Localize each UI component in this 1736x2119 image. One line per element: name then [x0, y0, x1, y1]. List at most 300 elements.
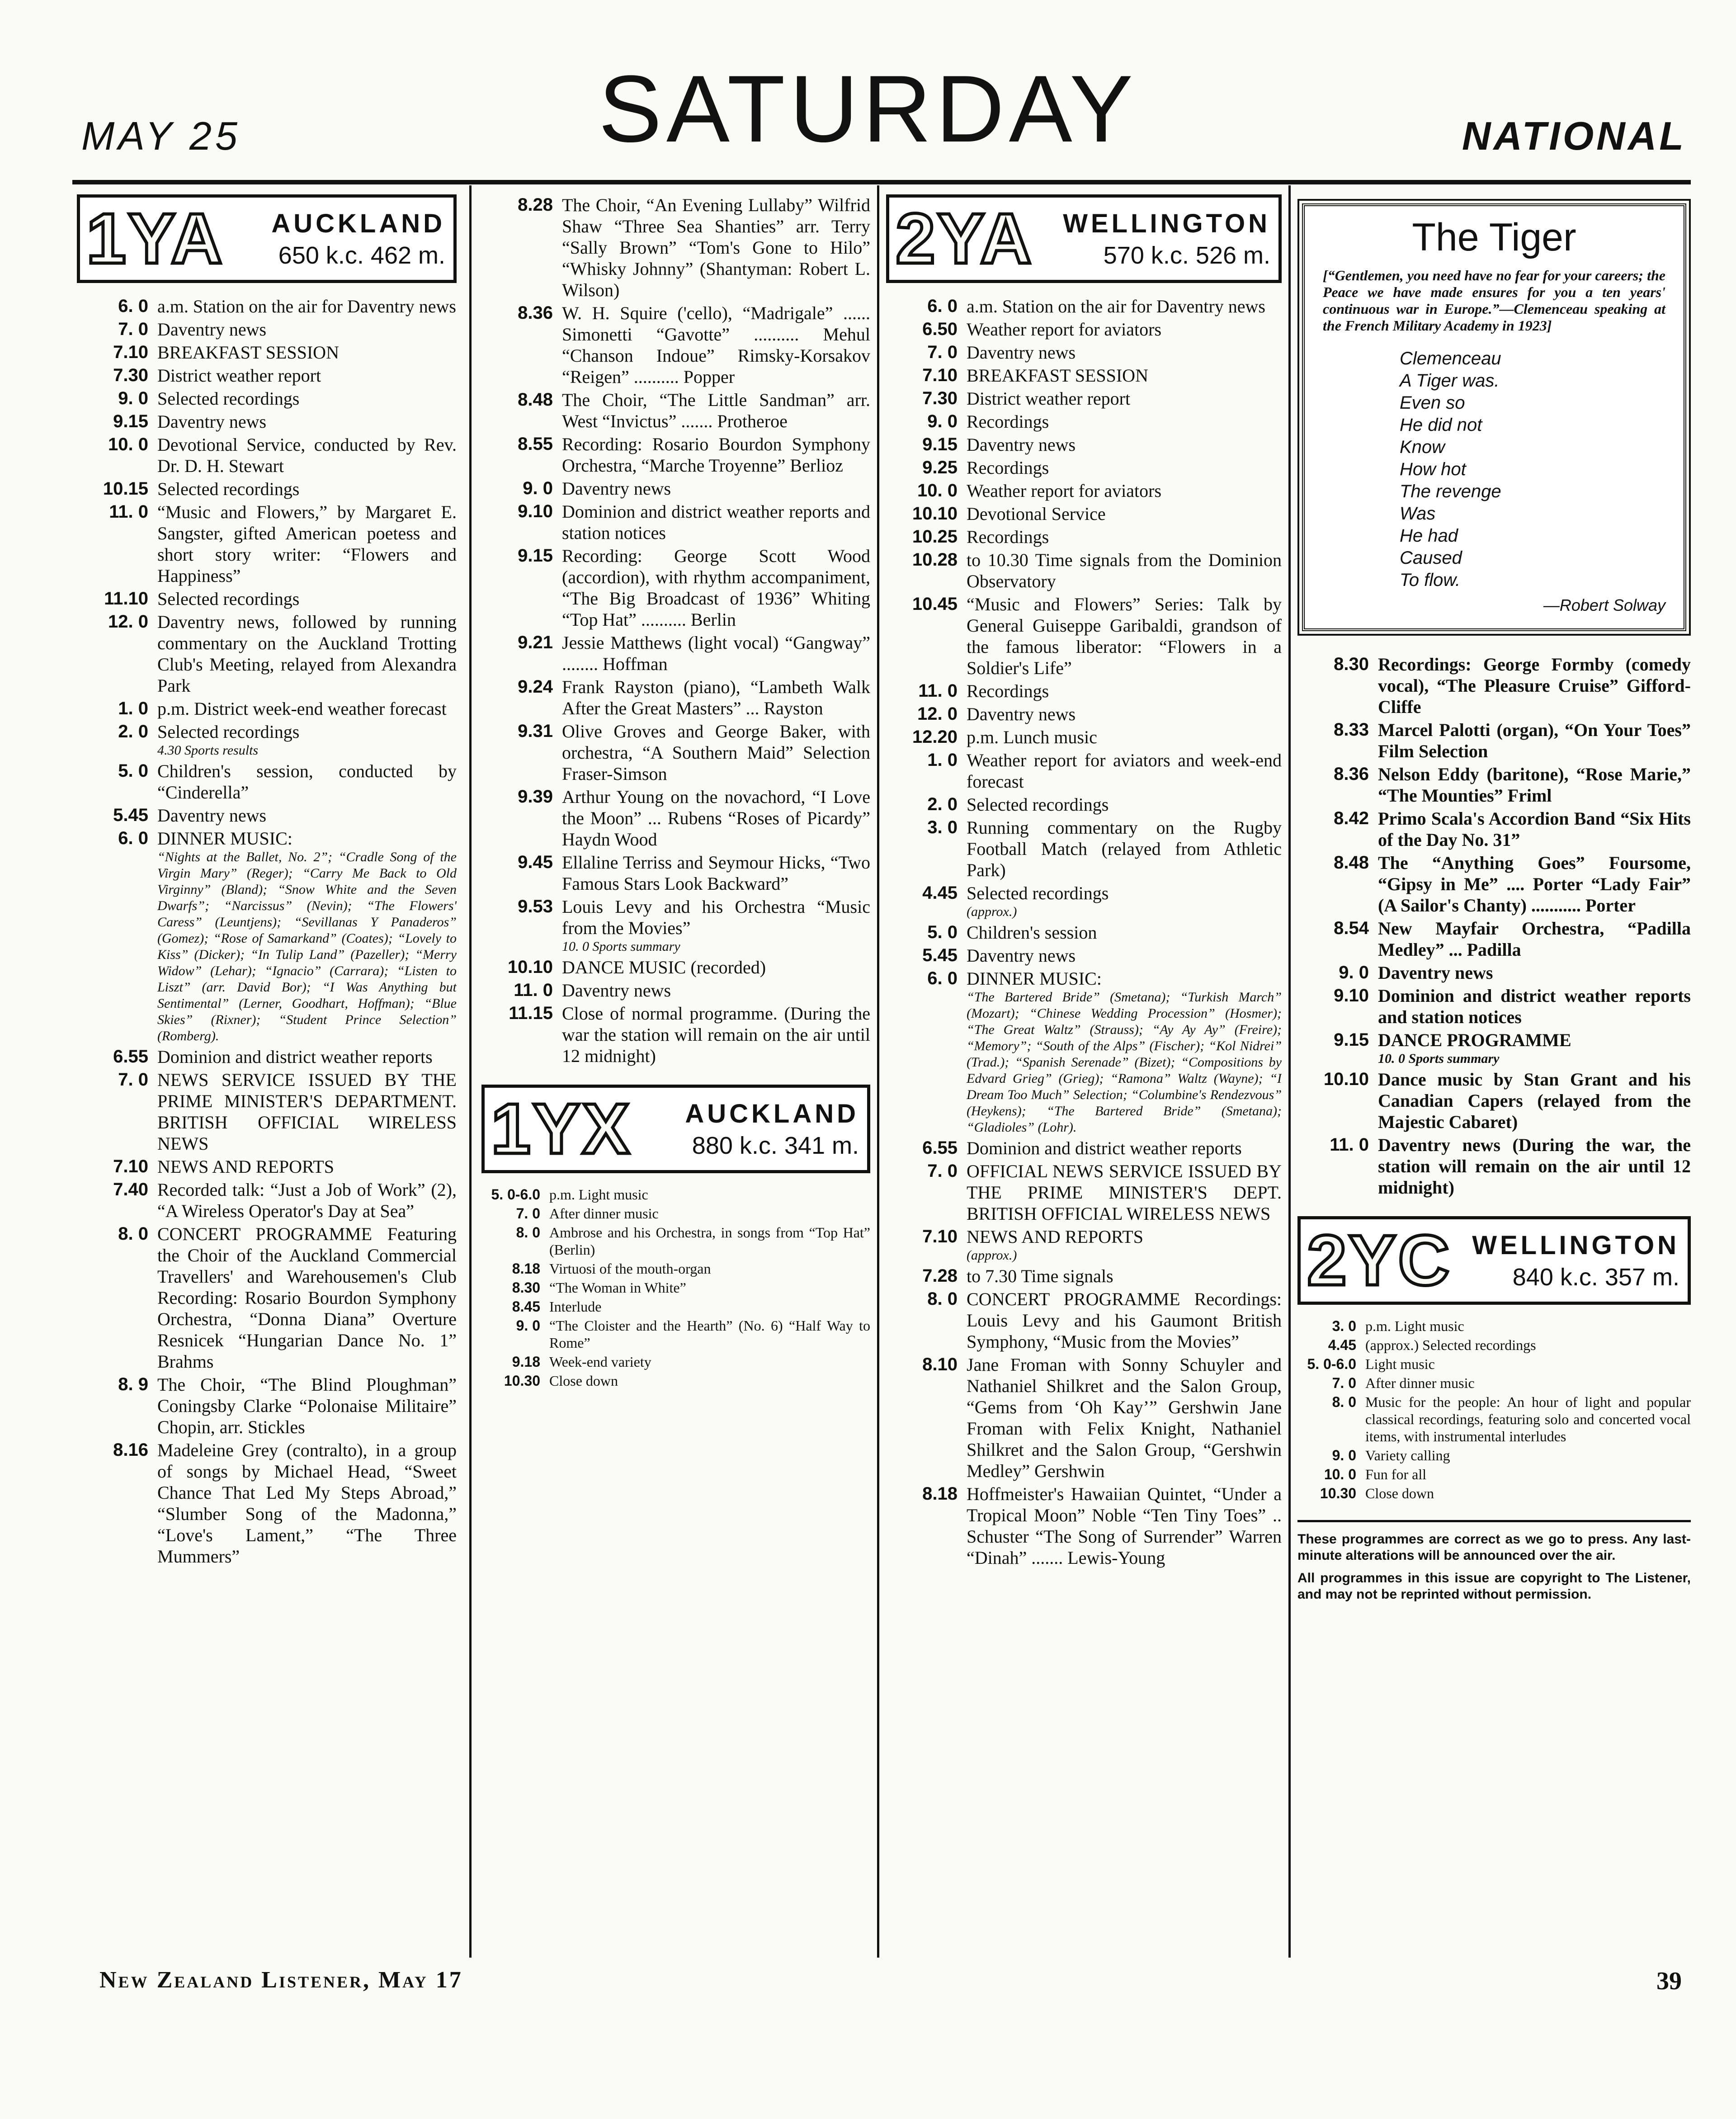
programme-description: Selected recordings: [157, 722, 300, 742]
programme-description-wrap: [967, 342, 1282, 363]
programme-description-wrap: [967, 1265, 1282, 1287]
programme-time: 8.55: [518, 434, 553, 454]
programme-entry: [481, 676, 870, 719]
programme-description-wrap: [1365, 1466, 1691, 1483]
programme-description: Ambrose and his Orchestra, in songs from “Top Hat” (Berlin): [549, 1224, 870, 1258]
programme-description-wrap: [967, 794, 1282, 815]
programme-description-wrap: [157, 805, 457, 826]
poem-line: A Tiger was.: [1400, 371, 1500, 391]
programme-time: 5. 0-6.0: [491, 1186, 540, 1203]
programme-description-wrap: [967, 945, 1282, 966]
programme-description: Daventry news: [967, 434, 1076, 455]
programme-entry: [77, 611, 457, 696]
programme-description-wrap: [967, 457, 1282, 478]
programme-time: 7.10: [922, 365, 958, 385]
notice-copyright: All programmes in this issue are copyright to The Listener, and may not be reprinted without permission.: [1297, 1571, 1691, 1602]
programme-entry: [481, 1372, 870, 1389]
programme-description-wrap: [1378, 1134, 1691, 1198]
programme-entry: [1297, 719, 1691, 762]
station-name: WELLINGTON: [1063, 208, 1270, 238]
programme-description: “The Cloister and the Hearth” (No. 6) “Half Way to Rome”: [549, 1317, 870, 1351]
station-banner-1ya: [77, 194, 457, 283]
programme-description-wrap: [1365, 1393, 1691, 1445]
programme-time: 9.15: [113, 411, 148, 431]
programme-entry: [1297, 1374, 1691, 1392]
programme-time: 9.15: [922, 434, 958, 454]
programme-description: Nelson Eddy (baritone), “Rose Marie,” “The Mounties” Friml: [1378, 764, 1691, 806]
programme-time: 10.25: [912, 527, 958, 547]
programme-description: Louis Levy and his Orchestra “Music from the Movies”: [562, 897, 870, 938]
programme-description: to 10.30 Time signals from the Dominion Observatory: [967, 550, 1282, 591]
programme-description-wrap: [157, 411, 457, 432]
programme-time: 7.30: [113, 365, 148, 385]
programme-description: The Choir, “An Evening Lullaby” Wilfrid Shaw “Three Sea Shanties” arr. Terry “Sally Brown” “Tom's Gone to Hilo” “Whisky Johnny” (Shantyman: Robert L. Wilson): [562, 195, 870, 300]
programme-entry: [1297, 1069, 1691, 1133]
programme-time: 10.10: [912, 504, 958, 524]
programme-description: Recordings: George Formby (comedy vocal), “The Pleasure Cruise” Gifford-Cliffe: [1378, 654, 1691, 717]
programme-description: a.m. Station on the air for Daventry news: [967, 296, 1265, 316]
programme-entry: [886, 503, 1282, 524]
programme-entry: [1297, 962, 1691, 983]
programme-description: The “Anything Goes” Foursome, “Gipsy in Me” .... Porter “Lady Fair” (A Sailor's Chanty) ........... Porter: [1378, 853, 1691, 916]
programme-description: NEWS AND REPORTS: [967, 1227, 1143, 1247]
programme-time: 7. 0: [1332, 1375, 1356, 1391]
programme-time: 8.48: [518, 390, 553, 410]
programme-description-wrap: [549, 1205, 870, 1222]
programme-description: a.m. Station on the air for Daventry news: [157, 296, 456, 316]
programme-entry: [886, 480, 1282, 501]
programme-entry: [77, 588, 457, 609]
programme-description-wrap: [967, 1288, 1282, 1352]
column-1yA: [77, 194, 457, 1930]
programme-entry: [77, 698, 457, 719]
programme-time: 11.10: [104, 589, 148, 609]
column-divider: [877, 185, 879, 1958]
programme-time: 9. 0: [523, 478, 553, 498]
programme-entry: [1297, 764, 1691, 806]
programme-description-wrap: [157, 1046, 457, 1067]
programme-entry: [481, 1205, 870, 1222]
programme-description-wrap: [562, 852, 870, 894]
programme-description-wrap: [562, 632, 870, 675]
programme-time: 9. 0: [118, 388, 148, 408]
programme-entry: [481, 302, 870, 387]
programme-entry: [481, 389, 870, 432]
programme-description-wrap: [549, 1279, 870, 1296]
programme-time: 8. 9: [118, 1374, 148, 1394]
programme-entry: [886, 1161, 1282, 1224]
programme-description: Virtuosi of the mouth-organ: [549, 1260, 711, 1277]
programme-description: Recordings: [967, 411, 1049, 432]
programme-entry: [1297, 1355, 1691, 1373]
programme-description-wrap: [157, 319, 457, 340]
station-frequency: 570 k.c. 526 m.: [1103, 241, 1270, 269]
programme-entry: [481, 980, 870, 1001]
programme-time: 7.10: [113, 1156, 148, 1176]
programme-time: 6. 0: [118, 296, 148, 316]
programme-description-wrap: [1365, 1485, 1691, 1502]
programme-description: (approx.) Selected recordings: [1365, 1337, 1536, 1353]
programme-time: 8. 0: [1332, 1394, 1356, 1410]
programme-description-wrap: [157, 501, 457, 586]
programme-time: 9.45: [518, 852, 553, 872]
programme-entry: [1297, 918, 1691, 960]
programme-description: “Music and Flowers,” by Margaret E. Sangster, gifted American poetess and short story writer: “Flowers and Happiness”: [157, 502, 457, 586]
programme-time: 12. 0: [917, 704, 958, 724]
programme-description: Dance music by Stan Grant and his Canadian Capers (relayed from the Majestic Cabaret): [1378, 1069, 1691, 1132]
programme-description-wrap: [967, 411, 1282, 432]
programme-description: p.m. District week-end weather forecast: [157, 698, 447, 719]
programme-list-1yx: [481, 1186, 870, 1389]
programme-time: 3. 0: [927, 817, 958, 837]
programme-time: 10. 0: [1324, 1466, 1356, 1482]
programme-time: 10.28: [912, 550, 958, 570]
poem-line: He did not: [1400, 415, 1482, 435]
programme-entry: [886, 434, 1282, 455]
programme-description-wrap: [1378, 918, 1691, 960]
programme-description: Hoffmeister's Hawaiian Quintet, “Under a Tropical Moon” Noble “Ten Tiny Toes” .. Schuster “The Song of Surrender” Warren “Dinah” ....... Lewis-Young: [967, 1484, 1282, 1568]
column-1ya-continued: [481, 194, 870, 1944]
programme-time: 6. 0: [927, 968, 958, 988]
station-name: WELLINGTON: [1472, 1230, 1679, 1260]
programme-time: 6.50: [922, 319, 958, 339]
programme-time: 11.15: [509, 1003, 553, 1023]
programme-description: Daventry news (During the war, the station will remain on the air until 12 midnight): [1378, 1135, 1691, 1198]
programme-time: 8. 0: [118, 1224, 148, 1244]
programme-description: The Choir, “The Little Sandman” arr. West “Invictus” ....... Protheroe: [562, 390, 870, 431]
copyright-notice: [1297, 1520, 1691, 1603]
page-number: 39: [1656, 1967, 1682, 1995]
programme-entry: [77, 1069, 457, 1154]
programme-description: “The Woman in White”: [549, 1279, 686, 1296]
programme-entry: [886, 319, 1282, 340]
programme-entry: [1297, 1393, 1691, 1445]
programme-description-wrap: [967, 680, 1282, 702]
programme-note: 4.30 Sports results: [157, 743, 259, 758]
programme-list: [1297, 654, 1691, 1198]
programme-description-wrap: [1378, 852, 1691, 916]
programme-time: 5. 0: [118, 761, 148, 781]
programme-time: 9.53: [518, 897, 553, 916]
programme-description: to 7.30 Time signals: [967, 1266, 1113, 1286]
programme-entry: [77, 1179, 457, 1222]
station-call-sign: 2YC: [1307, 1221, 1452, 1300]
programme-note: 10. 0 Sports summary: [1378, 1051, 1500, 1066]
poem-body: [1400, 348, 1665, 591]
programme-description: Selected recordings: [157, 479, 300, 499]
programme-description-wrap: [967, 1354, 1282, 1482]
programme-description: Daventry news: [1378, 963, 1493, 983]
programme-description-wrap: [1378, 764, 1691, 806]
programme-time: 3. 0: [1332, 1318, 1356, 1334]
programme-note: 10. 0 Sports summary: [562, 939, 680, 954]
programme-description-wrap: [549, 1372, 870, 1389]
programme-description-wrap: [967, 594, 1282, 679]
programme-description: Dominion and district weather reports: [967, 1138, 1242, 1158]
programme-entry: [886, 365, 1282, 386]
programme-entry: [481, 632, 870, 675]
programme-entry: [481, 896, 870, 955]
column-divider: [1288, 185, 1291, 1958]
programme-time: 12.20: [912, 727, 958, 747]
programme-description-wrap: [562, 545, 870, 630]
programme-entry: [886, 342, 1282, 363]
station-banner-2yc: [1297, 1216, 1691, 1305]
poem-epigraph: [“Gentlemen, you need have no fear for your careers; the Peace we have made ensures for you a ten years' continuous war in Europe.”—Clemenceau speaking at the French Military Academy in 1923]: [1323, 267, 1665, 334]
station-call-sign: 2YA: [896, 199, 1033, 278]
programme-entry: [481, 1003, 870, 1067]
programme-time: 7. 0: [118, 319, 148, 339]
programme-time: 5. 0: [927, 922, 958, 942]
programme-description: p.m. Lunch music: [967, 727, 1097, 747]
programme-description: Fun for all: [1365, 1466, 1427, 1482]
programme-description-wrap: [967, 968, 1282, 1136]
programme-time: 9.15: [518, 546, 553, 566]
programme-note: “The Bartered Bride” (Smetana); “Turkish March” (Mozart); “Chinese Wedding Procession” (Hosmer); “The Great Waltz” (Strauss); “Ay Ay Ay” (Freire); “Memory”; “South of the Alps” (Fischer); “Kol Nidrei” (Trad.); “Spanish Serenade” (Bizet); “Compositions by Edvard Grieg” (Grieg); “Ramona” Waltz (Wayne); “I Dream Too Much” Selection; “Columbine's Rendezvous” (Heykens); “The Bartered Bride” (Smetana); “Gladioles” (Lohr).: [967, 990, 1282, 1135]
programme-entry: [77, 434, 457, 477]
programme-description-wrap: [157, 760, 457, 803]
programme-description-wrap: [967, 365, 1282, 386]
programme-entry: [1297, 985, 1691, 1028]
programme-description: Daventry news: [157, 411, 267, 432]
programme-description-wrap: [1365, 1374, 1691, 1392]
programme-entry: [77, 1223, 457, 1372]
programme-description-wrap: [967, 388, 1282, 409]
programme-description-wrap: [967, 296, 1282, 317]
programme-time: 10.30: [504, 1373, 540, 1389]
programme-time: 9.18: [512, 1354, 540, 1370]
column-divider: [469, 185, 472, 1958]
programme-entry: [886, 526, 1282, 547]
programme-description: Weather report for aviators: [967, 481, 1162, 501]
programme-entry: [886, 817, 1282, 881]
programme-description-wrap: [967, 883, 1282, 920]
programme-time: 1. 0: [118, 698, 148, 718]
programme-description-wrap: [1378, 808, 1691, 850]
programme-entry: [481, 545, 870, 630]
programme-time: 8.33: [1334, 720, 1369, 740]
programme-note: (approx.): [967, 1248, 1017, 1263]
issue-date: MAY 25: [81, 113, 241, 158]
programme-description-wrap: [157, 588, 457, 609]
programme-time: 8.10: [922, 1354, 958, 1374]
page-title: SATURDAY: [598, 56, 1138, 162]
programme-entry: [1297, 808, 1691, 850]
programme-description: BREAKFAST SESSION: [967, 365, 1148, 386]
programme-time: 9.39: [518, 787, 553, 807]
programme-list: [77, 296, 457, 1567]
programme-time: 8.30: [512, 1279, 540, 1296]
programme-description-wrap: [157, 1439, 457, 1567]
programme-description-wrap: [1378, 1069, 1691, 1133]
programme-description-wrap: [157, 1374, 457, 1438]
programme-entry: [77, 478, 457, 500]
programme-description: Recording: George Scott Wood (accordion), with rhythm accompaniment, “The Big Broadcast of 1936” Whiting “Top Hat” .......... Berlin: [562, 546, 870, 630]
programme-time: 10.10: [1323, 1069, 1369, 1089]
programme-time: 7.40: [113, 1180, 148, 1199]
programme-entry: [77, 411, 457, 432]
programme-entry: [1297, 852, 1691, 916]
programme-description-wrap: [967, 922, 1282, 943]
programme-time: 10.15: [103, 479, 148, 499]
programme-note: (approx.): [967, 904, 1017, 919]
programme-entry: [77, 805, 457, 826]
programme-entry: [886, 968, 1282, 1136]
programme-description: DINNER MUSIC:: [157, 828, 292, 849]
programme-time: 1. 0: [927, 750, 958, 770]
programme-description: Close down: [1365, 1485, 1434, 1501]
programme-entry: [77, 1046, 457, 1067]
programme-description-wrap: [967, 727, 1282, 748]
programme-entry: [481, 194, 870, 301]
programme-description: Selected recordings: [967, 794, 1109, 815]
programme-entry: [886, 1265, 1282, 1287]
programme-entry: [1297, 1029, 1691, 1067]
programme-entry: [481, 1224, 870, 1258]
poem-line: How hot: [1400, 459, 1466, 479]
programme-description-wrap: [562, 1003, 870, 1067]
programme-entry: [886, 1354, 1282, 1482]
station-banner-2ya: [886, 194, 1282, 283]
programme-description-wrap: [967, 434, 1282, 455]
programme-description: W. H. Squire ('cello), “Madrigale” ...... Simonetti “Gavotte” .......... Mehul “Chanson Indoue” Rimsky-Korsakov “Reigen” .......... Popper: [562, 303, 870, 387]
programme-time: 6.55: [922, 1138, 958, 1158]
network-label: NATIONAL: [1462, 113, 1686, 158]
programme-description-wrap: [562, 478, 870, 499]
programme-description: Daventry news: [967, 342, 1076, 363]
programme-description-wrap: [967, 703, 1282, 725]
programme-entry: [886, 727, 1282, 748]
programme-time: 8.42: [1334, 808, 1369, 828]
programme-time: 8. 0: [516, 1224, 540, 1241]
programme-description: Olive Groves and George Baker, with orchestra, “A Southern Maid” Selection Fraser-Simson: [562, 721, 870, 784]
programme-description: Selected recordings: [157, 589, 300, 609]
programme-time: 7.30: [922, 388, 958, 408]
programme-time: 4.45: [1328, 1337, 1356, 1353]
programme-description-wrap: [562, 957, 870, 978]
programme-description-wrap: [1378, 962, 1691, 983]
programme-description-wrap: [562, 896, 870, 955]
poem-box: [1302, 203, 1686, 631]
station-frequency: 840 k.c. 357 m.: [1512, 1263, 1679, 1291]
programme-entry: [77, 721, 457, 759]
programme-description: Recordings: [967, 527, 1049, 547]
programme-description: Light music: [1365, 1356, 1435, 1372]
programme-entry: [77, 828, 457, 1044]
programme-description-wrap: [967, 480, 1282, 501]
programme-description: Weather report for aviators and week-end forecast: [967, 750, 1282, 792]
programme-time: 9.10: [1334, 986, 1369, 1005]
programme-entry: [886, 1483, 1282, 1568]
programme-description: Selected recordings: [967, 883, 1109, 903]
programme-entry: [77, 501, 457, 586]
programme-description: Dominion and district weather reports and station notices: [562, 501, 870, 543]
notice-corrections: These programmes are correct as we go to press. Any last-minute alterations will be announced over the air.: [1297, 1532, 1691, 1563]
programme-description-wrap: [1365, 1355, 1691, 1373]
programme-entry: [886, 1288, 1282, 1352]
programme-description-wrap: [157, 478, 457, 500]
programme-entry: [77, 319, 457, 340]
programme-time: 9.24: [518, 677, 553, 697]
programme-entry: [1297, 1336, 1691, 1354]
station-frequency: 880 k.c. 341 m.: [692, 1132, 859, 1159]
programme-time: 9. 0: [516, 1317, 540, 1334]
programme-entry: [77, 388, 457, 409]
poem-title: The Tiger: [1412, 216, 1576, 259]
poem-line: The revenge: [1400, 481, 1501, 501]
programme-description: DINNER MUSIC:: [967, 968, 1102, 989]
programme-entry: [481, 1317, 870, 1351]
programme-time: 11. 0: [109, 502, 148, 522]
programme-entry: [886, 945, 1282, 966]
programme-description: Daventry news: [157, 805, 267, 826]
programme-description-wrap: [157, 1223, 457, 1372]
programme-description-wrap: [967, 526, 1282, 547]
programme-entry: [77, 1374, 457, 1438]
programme-entry: [886, 457, 1282, 478]
programme-time: 7.10: [113, 342, 148, 362]
programme-entry: [481, 501, 870, 543]
programme-entry: [481, 1353, 870, 1370]
programme-description-wrap: [549, 1317, 870, 1351]
programme-description: After dinner music: [1365, 1375, 1475, 1391]
programme-description: District weather report: [967, 388, 1131, 409]
programme-description-wrap: [562, 786, 870, 850]
programme-description-wrap: [967, 750, 1282, 792]
programme-description: Children's session: [967, 922, 1097, 943]
programme-time: 8.45: [512, 1298, 540, 1315]
programme-entry: [77, 296, 457, 317]
programme-time: 8.16: [113, 1440, 148, 1460]
programme-entry: [481, 434, 870, 476]
programme-entry: [1297, 1134, 1691, 1198]
programme-description-wrap: [967, 503, 1282, 524]
programme-description: Daventry news, followed by running commentary on the Auckland Trotting Club's Meeting, relayed from Alexandra Park: [157, 612, 457, 696]
programme-entry: [481, 852, 870, 894]
programme-description: Dominion and district weather reports: [157, 1047, 433, 1067]
programme-time: 9.31: [518, 721, 553, 741]
programme-time: 10.10: [507, 957, 553, 977]
programme-note: “Nights at the Ballet, No. 2”; “Cradle Song of the Virgin Mary” (Reger); “Carry Me Back to Old Virginny” (Bland); “Snow White and the Seven Dwarfs”; “Narcissus” (Nevin); “The Flowers' Caress” (Leuntjens); “Sevillanas Y Panaderos” (Gomez); “Rose of Samarkand” (Coates); “Lovely to Kiss” (Dicker); “In Tulip Land” (Pazeller); “Merry Widow” (Lehar); “Ignacio” (Carrara); “Listen to Liszt” (arr. David Bor); “I Was Anything but Sentimental” (Lerner, Goodhart, Hoffman); “Blue Skies” (Rixner); “Student Prince Selection” (Romberg).: [157, 849, 457, 1043]
programme-description-wrap: [1378, 719, 1691, 762]
programme-description: Devotional Service, conducted by Rev. Dr. D. H. Stewart: [157, 434, 457, 476]
programme-time: 2. 0: [927, 794, 958, 814]
programme-description: Week-end variety: [549, 1354, 651, 1370]
programme-time: 5.45: [922, 945, 958, 965]
programme-time: 8.18: [922, 1484, 958, 1504]
programme-description-wrap: [967, 1161, 1282, 1224]
column-2ya: [886, 194, 1282, 1944]
programme-description: CONCERT PROGRAMME Featuring the Choir of the Auckland Commercial Travellers' and Warehousemen's Club Recording: Rosario Bourdon Symphony Orchestra, “Donna Diana” Overture Resnicek “Hungarian Dance No. 1” Brahms: [157, 1224, 457, 1372]
programme-description: Arthur Young on the novachord, “I Love the Moon” ... Rubens “Roses of Picardy” Haydn Wood: [562, 787, 870, 849]
programme-description-wrap: [562, 501, 870, 543]
programme-time: 8.30: [1334, 654, 1369, 674]
programme-time: 8.36: [518, 303, 553, 323]
programme-description: Madeleine Grey (contralto), in a group of songs by Michael Head, “Sweet Chance That Led My Steps Abroad,” “Slumber Song of the Madonna,” “Love's Lament,” “The Three Mummers”: [157, 1440, 457, 1567]
programme-time: 10. 0: [108, 434, 148, 454]
programme-description-wrap: [157, 1069, 457, 1154]
column-2ya-continued: [1297, 194, 1691, 1944]
programme-description-wrap: [562, 194, 870, 301]
programme-description: Children's session, conducted by “Cinderella”: [157, 761, 457, 802]
programme-entry: [886, 883, 1282, 920]
header-rule: [72, 180, 1691, 184]
programme-description: District weather report: [157, 365, 321, 386]
programme-entry: [481, 957, 870, 978]
poem-line: He had: [1400, 526, 1458, 546]
programme-description: Primo Scala's Accordion Band “Six Hits of the Day No. 31”: [1378, 808, 1691, 850]
programme-time: 8.36: [1334, 764, 1369, 784]
